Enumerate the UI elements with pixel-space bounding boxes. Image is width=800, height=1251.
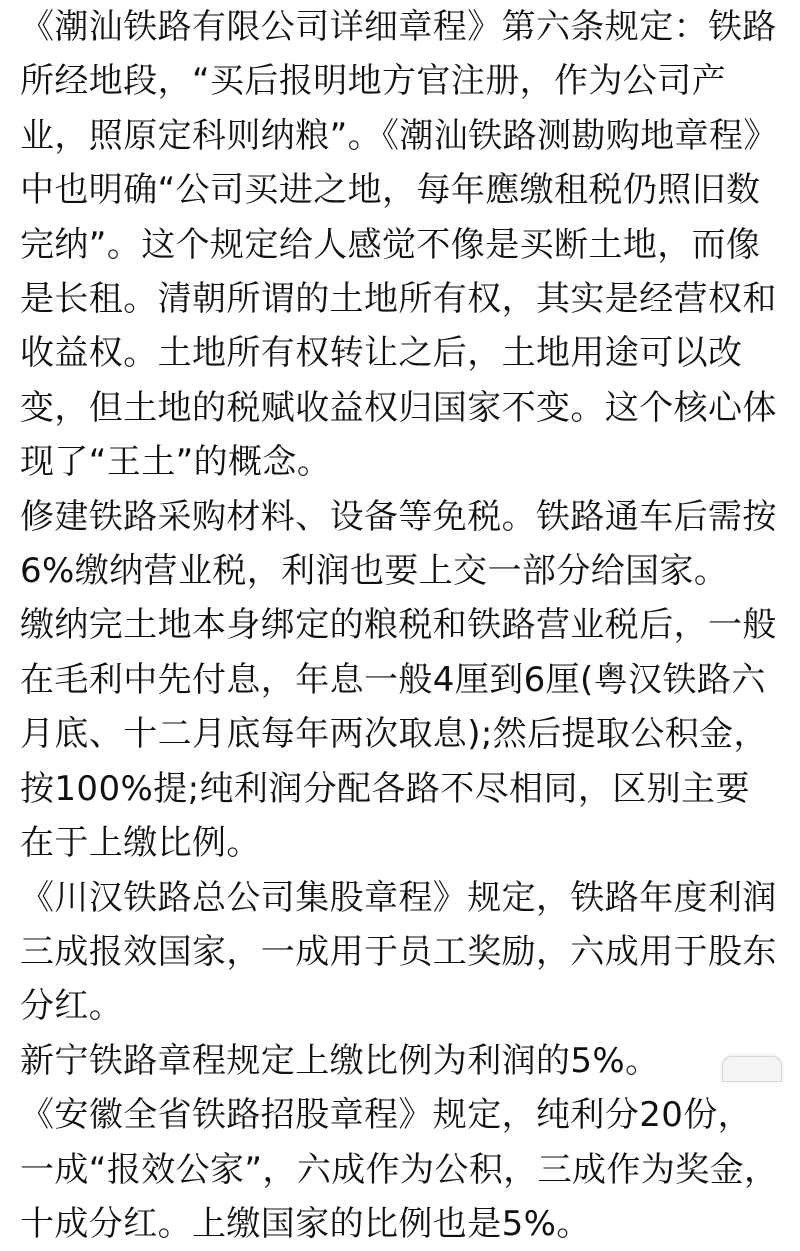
paragraph-xinning-railway: 新宁铁路章程规定上缴比例为利润的5%。 xyxy=(20,1040,660,1081)
floating-corner-button[interactable] xyxy=(722,1056,782,1082)
paragraph-anhui-railway-charter: 《安徽全省铁路招股章程》规定，纯利分20份，一成“报效公家”，六成作为公积，三成作为奖金，十成分红。上缴国家的比例也是5%。 xyxy=(20,1095,779,1244)
paragraph-chaoshan-railway-charter: 《潮汕铁路有限公司详细章程》第六条规定：铁路所经地段，“买后报明地方官注册，作为公司产业，照原定科则纳粮”。《潮汕铁路测勘购地章程》中也明确“公司买进之地，每年應缴租税仍照旧数完纳”。这个规定给人感觉不像是买断土地，而像是长租。清朝所谓的土地所有权，其实是经营权和收益权。土地所有权转让之后，土地用途可以改变，但土地的税赋收益权归国家不变。这个核心体现了“王土”的概念。 xyxy=(20,7,778,483)
paragraph-profit-distribution: 缴纳完土地本身绑定的粮税和铁路营业税后，一般在毛利中先付息，年息一般4厘到6厘(粤汉铁路六月底、十二月底每年两次取息);然后提取公积金，按100%提;纯利润分配各路不尽相同，区别主要在于上缴比例。 xyxy=(20,605,777,864)
article-body xyxy=(20,0,780,1251)
paragraph-tax-exemption: 修建铁路采购材料、设备等免税。铁路通车后需按6%缴纳营业税，利润也要上交一部分给国家。 xyxy=(20,496,777,592)
paragraph-sichuan-hankou-charter: 《川汉铁路总公司集股章程》规定，铁路年度利润三成报效国家，一成用于员工奖励，六成用于股东分红。 xyxy=(20,877,777,1027)
